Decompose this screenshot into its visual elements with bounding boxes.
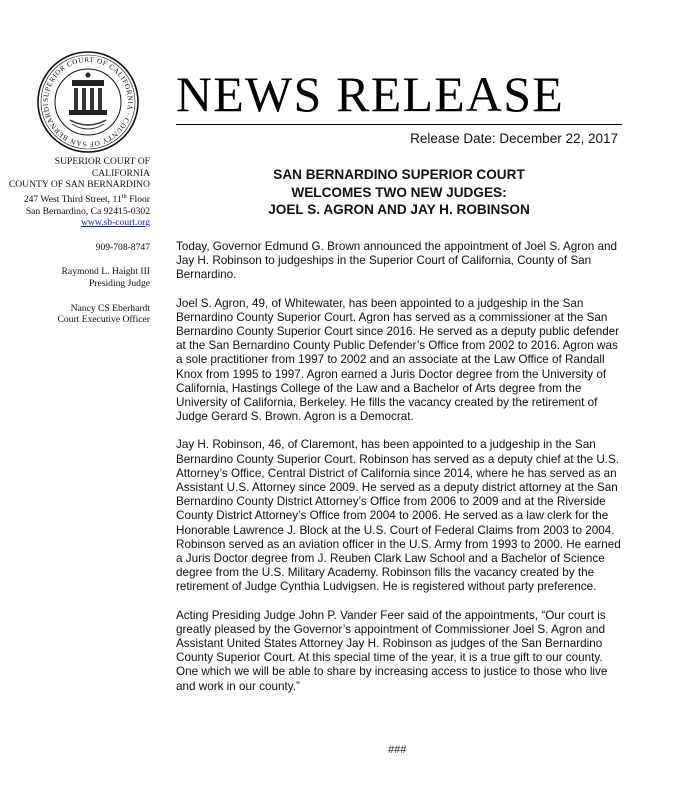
court-name-line-2: CALIFORNIA: [91, 167, 150, 179]
masthead-title: NEWS RELEASE: [176, 66, 564, 122]
seal-ring-text: SUPERIOR COURT OF CALIFORNIA · COUNTY OF SAN BERNARDI: [41, 55, 135, 149]
end-mark: ###: [388, 744, 407, 756]
paragraph-quote: Acting Presiding Judge John P. Vander Feer said of the appointments, “Our court is greatly pleased by the Governor’s appointment of Commissioner Joel S. Agron and Assistant United States Attorney Jay H. Robinson as judges of the San Bernardino County Superior Court. At this special time of the year, it is a true gift to our county. One which we will be able to share by increasing access to justice to those who live and work in our county.”: [176, 608, 608, 693]
release-body: [176, 240, 624, 708]
paragraph-announcement: Today, Governor Edmund G. Brown announced the appointment of Joel S. Agron and Jay H. Robinson to judgeships in the Superior Court of California, County of San Bernardino.: [176, 240, 617, 282]
headline-line-1: SAN BERNARDINO SUPERIOR COURT: [273, 167, 525, 182]
release-date: Release Date: December 22, 2017: [410, 131, 618, 146]
court-contact-sidebar: [0, 156, 150, 326]
masthead-rule: [176, 124, 622, 125]
executive-officer-name: Nancy CS Eberhardt: [70, 302, 150, 314]
city-address: San Bernardino, Ca 92415-0302: [25, 205, 150, 217]
phone-number: 909-708-8747: [95, 241, 150, 253]
paragraph-robinson: Jay H. Robinson, 46, of Claremont, has been appointed to a judgeship in the San Bernardino County Superior Court. Robinson has served as a deputy chief at the U.S. Attorney’s Office, Central District of California since 2014, where he has served as an Assistant U.S. Attorney since 2009. He served as a deputy district attorney at the San Bernardino County District Attorney’s Office from 2006 to 2009 and at the Riverside County District Attorney’s Office from 2004 to 2006. He served as a law clerk for the Honorable Lawrence J. Block at the U.S. Court of Federal Claims from 2003 to 2004. Robinson served as an aviation officer in the U.S. Army from 1993 to 2000. He earned a Juris Doctor degree from J. Reuben Clark Law School and a Bachelor of Science degree from the U.S. Military Academy. Robinson fills the vacancy created by the retirement of Judge Cynthia Ludvigsen. He is registered without party preference.: [176, 438, 621, 594]
headline: [176, 166, 622, 219]
paragraph-agron: Joel S. Agron, 49, of Whitewater, has been appointed to a judgeship in the San Bernardino County Superior Court. Agron has served as a commissioner at the San Bernardino County Superior Court since 2016. He served as a deputy public defender at the San Bernardino County Public Defender’s Office from 2002 to 2016. Agron was a sole practitioner from 1997 to 2002 and an associate at the Law Office of Randall Knox from 1995 to 1997. Agron earned a Juris Doctor degree from the University of California, Hastings College of the Law and a Bachelor of Arts degree from the University of California, Berkeley. He fills the vacancy created by the retirement of Judge Gerard S. Brown. Agron is a Democrat.: [176, 296, 620, 424]
court-name-line-3: COUNTY OF SAN BERNARDINO: [8, 179, 150, 191]
court-website-link[interactable]: www.sb-court.org: [80, 217, 150, 229]
presiding-judge-title: Presiding Judge: [88, 277, 150, 289]
headline-line-3: JOEL S. AGRON AND JAY H. ROBINSON: [268, 202, 530, 217]
street-address: 247 West Third Street, 11th Floor: [23, 192, 150, 205]
headline-line-2: WELCOMES TWO NEW JUDGES:: [291, 184, 507, 200]
court-name-line-1: SUPERIOR COURT OF: [54, 156, 150, 167]
court-seal-icon: [36, 50, 140, 154]
presiding-judge-name: Raymond L. Haight III: [61, 266, 150, 278]
executive-officer-title: Court Executive Officer: [57, 314, 150, 326]
